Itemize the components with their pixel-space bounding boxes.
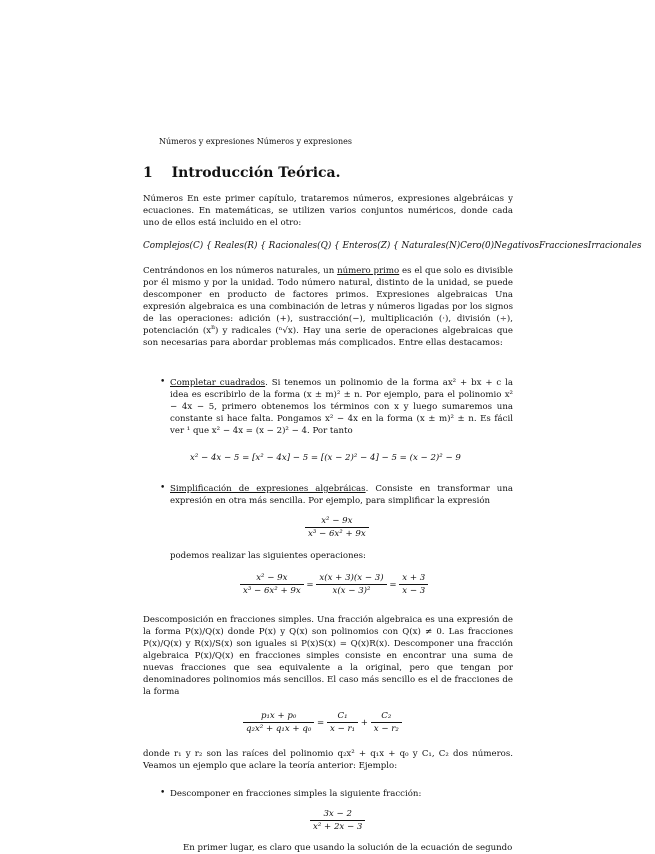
section-number: 1 [143, 165, 153, 181]
bullet-ejemplo: Descomponer en fracciones simples la siguiente fracción: [170, 789, 422, 799]
equation-completar: x² − 4x − 5 = [x² − 4x] − 5 = [(x − 2)² − 4] − 5 = (x − 2)² − 9 [190, 453, 461, 463]
frac-numerator: x(x + 3)(x − 3) [316, 572, 386, 585]
bullet-icon: • [160, 788, 166, 798]
bullet-simplificacion [170, 483, 513, 507]
para-text: Centrándonos en los números naturales, un [143, 266, 338, 276]
frac-numerator: 3x − 2 [310, 808, 365, 821]
frac-numerator: p₁x + p₀ [243, 710, 314, 723]
after-fraction-text: podemos realizar las siguientes operaciones: [170, 551, 366, 561]
frac-numerator: x² − 9x [305, 515, 369, 528]
frac-denominator: x² + 2x − 3 [313, 822, 363, 832]
running-header: Números y expresiones Números y expresiones [159, 137, 352, 146]
bullet-icon: • [160, 377, 166, 387]
decomposition-after: donde r₁ y r₂ son las raíces del polinomio q₂x² + q₁x + q₀ y C₁, C₂ dos números. Veamos un ejemplo que aclare la teoría anterior: Ejemplo: [143, 749, 513, 771]
primes-paragraph [143, 265, 513, 349]
para-text: es el que solo es divisible por él mismo y por la unidad. Todo número natural, distinto de la unidad, se puede descomponer en producto de factores primos. [143, 266, 514, 300]
frac-denominator: q₂x² + q₁x + q₀ [246, 724, 312, 734]
decomposition-lead: Descomposición en fracciones simples. [143, 615, 315, 625]
power-sup: n [211, 324, 215, 332]
frac-denominator: x³ − 6x² + 9x [308, 529, 366, 539]
frac-numerator: x + 3 [399, 572, 428, 585]
frac-denominator: x − r₁ [329, 724, 356, 734]
algebraic-lead: Expresiones algebraicas [376, 290, 488, 300]
frac-numerator: C₂ [371, 710, 402, 723]
cut-off-line: En primer lugar, es claro que usando la solución de la ecuación de segundo [183, 843, 513, 853]
completar-link[interactable]: Completar cuadrados [170, 378, 266, 388]
simplificacion-link[interactable]: Simplificación de expresiones algebráicas [170, 484, 366, 494]
frac-numerator: C₁ [327, 710, 358, 723]
decomposition-paragraph [143, 614, 513, 698]
decomposition-text: Una fracción algebraica es una expresión de la forma P(x)/Q(x) donde P(x) y Q(x) son polinomios con Q(x) ≠ 0. Las fracciones P(x)/Q(x) y R(x)/S(x) son iguales si P(x)S(x) = Q(x)R(x). Descomponer una fracción algebraica P(x)/Q(x) en fracciones simples consiste en encontrar una suma de nuevas fracciones que sea equivalente a la original, pero que tengan por denominadores polinomios más sencillos. El caso más sencillo es el de fracciones de la forma [143, 615, 514, 697]
simplificacion-text: . Consiste en transformar una expresión en otra más sencilla. Por ejemplo, para simplificar la expresión [170, 484, 514, 506]
frac-denominator: x(x − 3)² [332, 586, 371, 596]
frac-denominator: x − 3 [402, 586, 426, 596]
fraction-example [310, 808, 365, 833]
intro-paragraph [143, 193, 513, 229]
frac-numerator: x² − 9x [240, 572, 304, 585]
section-heading [143, 165, 340, 181]
frac-denominator: x − r₂ [373, 724, 399, 734]
section-title: Introducción Teórica. [171, 165, 341, 181]
para-text: ) y radicales (ⁿ√x). Hay una serie de operaciones algebraicas que son necesarias para abordar problemas más complicados. Entre ellas destacamos: [143, 326, 513, 348]
intro-lead: Números [143, 194, 183, 204]
frac-denominator: x³ − 6x² + 9x [243, 586, 301, 596]
intro-text: En este primer capítulo, trataremos números, expresiones algebráicas y ecuaciones. En matemáticas, se utilizen varios conjuntos numéricos, donde cada uno de ellos está incluido en el otro: [143, 194, 514, 228]
number-sets-line: Complejos(C) { Reales(R) { Racionales(Q) { Enteros(Z) { Naturales(N)Cero(0)NegativosFraccionesIrracionales [143, 241, 642, 251]
equation-decomposition: $\frac{\text{p₁x + p₀}}{\text{q₂x² + q₁x + q₀}}$ = $\frac{\text{C₁}}{\text{x − r₁}}$ + $\frac{\text{C₂}}{\text{x − r₂}}$ [243, 710, 402, 735]
equation-simplify: $\frac{\text{x² − 9x}}{\text{x³ − 6x² + 9x}}$ = $\frac{x(x + 3)(x - 3)}{\text{x(x − 3)²}}$ = $\frac{x + 3}{x - 3}$ [240, 572, 428, 597]
bullet-icon: • [160, 483, 166, 493]
completar-text: . Si tenemos un polinomio de la forma ax² + bx + c la idea es escribirlo de la forma (x ± m)² ± n. Por ejemplo, para el polinomio x² − 4x − 5, primero obtenemos los términos con x y luego sumaremos una constante si hace falta. Pongamos x² − 4x en la forma (x ± m)² ± n. Es fácil ver ¹ que x² − 4x = (x − 2)² − 4. Por tanto [170, 378, 513, 436]
para-text: Una expresión algebraica es una combinación de letras y números ligadas por los signos de las operaciones: adición (+), sustracción(−), multiplicación (·), división (÷), potenciación (x [143, 290, 513, 336]
bullet-completar [170, 377, 513, 437]
fraction-simple [305, 515, 369, 540]
primo-link[interactable]: número primo [337, 266, 400, 276]
